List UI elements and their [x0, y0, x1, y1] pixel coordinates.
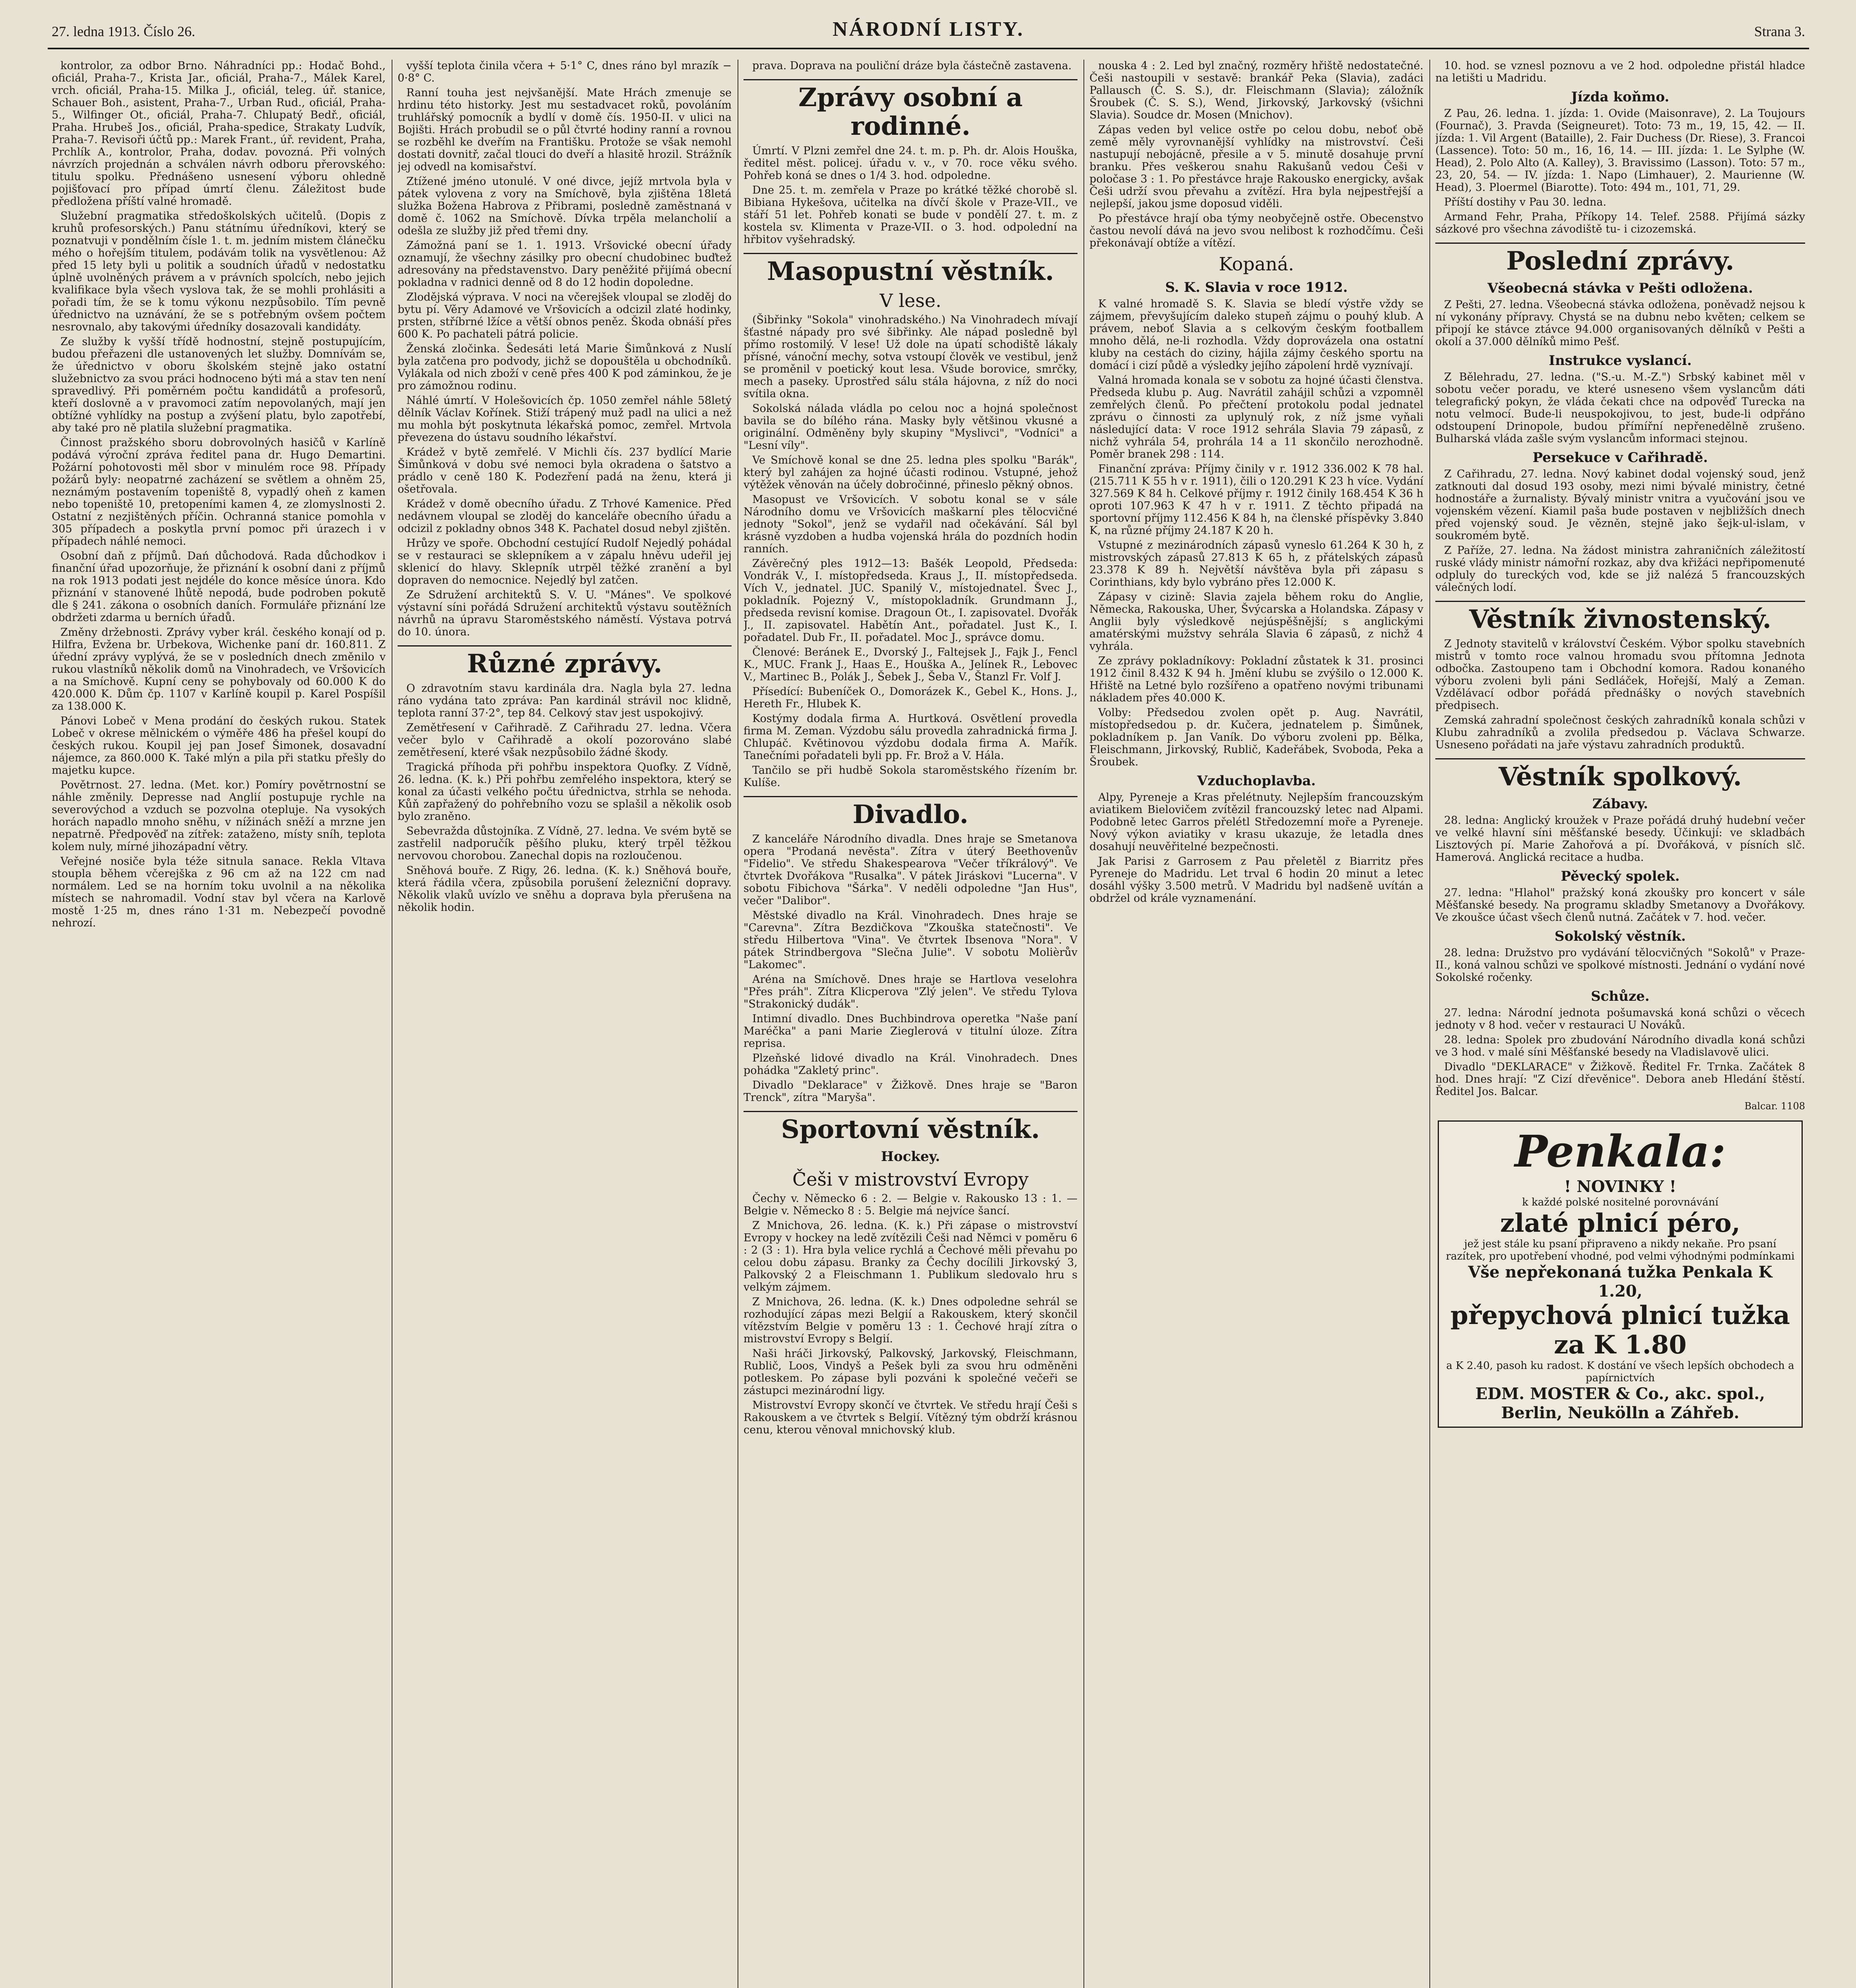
- article-paragraph: Členové: Beránek E., Dvorský J., Faltejsek J., Fajk J., Fencl K., MUC. Frank J., Haas E., Houška A., Jelínek R., Lebovec V., Martinec B., Polák J., Šebek J., Šeba V., Štanzl Fr. Volf J.: [744, 646, 1077, 683]
- subheading-persekuce: Persekuce v Cařihradě.: [1532, 450, 1708, 466]
- article-paragraph: K valné hromadě S. K. Slavia se bledí výstře vždy se zájmem, převyšujícím daleko stupeň zájmu o pouhý klub. A právem, neboť Slavia a s celkovým českým footballem mnoho dělá, ne-li rozhodla. Vždy doprovázela ona ostatní kluby na cestách do ciziny, hájila zájmy českého sportu na domácí i cizí půdě a výsledky jejího zápolení hrdě vyznívají.: [1089, 298, 1423, 372]
- penkala-logo: Penkala:: [1514, 1126, 1726, 1177]
- subheading-jizda: Jízda koňmo.: [1571, 89, 1670, 105]
- page-number: Strana 3.: [1754, 23, 1805, 39]
- subheading-hockey: Hockey.: [881, 1149, 940, 1165]
- article-paragraph: Finanční zpráva: Příjmy činily v r. 1912 336.002 K 78 hal. (215.711 K 55 h v r. 1911), čili o 120.291 K 23 h více. Vydání 327.569 K 84 h. Celkové příjmy r. 1912 činily 168.454 K 36 h oproti 107.963 K 47 h v r. 1911. Z těchto připadá na sportovní příjmy 112.456 K 84 h, na členské příspěvky 3.840 K, na různé příjmy 24.187 K 20 h.: [1089, 463, 1423, 537]
- article-paragraph: Jak Parisi z Garrosem z Pau přeletěl z Biarritz přes Pyreneje do Madridu. Let trval 6 hodin 20 minut a letec dosáhl výšky 3.500 metrů. V Madridu byl nadšeně uvítán a obdržel od krále vyznamenání.: [1089, 855, 1423, 905]
- article-paragraph: Městské divadlo na Král. Vinohradech. Dnes hraje se "Carevna". Zítra Bezdičkova "Zkouška statečnosti". Ve středu Hilbertova "Vina". Ve čtvrtek Ibsenova "Nora". V pátek Strindbergova "Slečna Julie". V sobotu Molièrův "Lakomec".: [744, 909, 1077, 971]
- section-heading-osobni: Zprávy osobní a rodinné.: [744, 79, 1077, 141]
- article-paragraph: Plzeňské lidové divadlo na Král. Vinohradech. Dnes pohádka "Zakletý princ".: [744, 1052, 1077, 1077]
- article-paragraph: Příští dostihy v Pau 30. ledna.: [1444, 196, 1607, 208]
- ad-headline: přepychová plnicí tužka za K 1.80: [1450, 1301, 1790, 1360]
- article-paragraph: Závěrečný ples 1912—13: Bašék Leopold, Předseda: Vondrák V., I. místopředseda. Kraus J., II. místopředseda. Vích V., jednatel. JUC. Spanilý V., místojednatel. Švec J., pokladník. Pojezný V., místopokladník. Grundmann J., předseda revisní komise. Dragoun Ot., I. zapisovatel. Dvořák J., II. zapisovatel. Habětín Ant., pořadatel. Just K., I. pořadatel. Dub Fr., II. pořadatel. Moc J., správce domu.: [744, 557, 1077, 644]
- article-paragraph: Úmrtí. V Plzni zemřel dne 24. t. m. p. Ph. dr. Alois Houška, ředitel měst. policej. úřadu v. v., v 70. roce věku svého. Pohřeb koná se dnes o 1/4 3. hod. odpoledne.: [744, 145, 1077, 182]
- newspaper-title: NÁRODNÍ LISTY.: [833, 18, 1024, 41]
- article-paragraph: Služební pragmatika středoškolských učitelů. (Dopis z kruhů profesorských.) Panu státnímu úředníkovi, který se poznatvuji v pondělním čísle 1. t. m. jedním mistem článečku mého o hořejším titulem, podávám tolik na vysvětlenou: Až před 15 lety byli u politik a soudních úřadů v nedostatku úplně uvolněných právem a v právních spolcích, nebo jejich kvalifikace byla všech vyslova tak, že se mohli prohlásiti a pořadi tím, že se k tomu výkonu nezpůsobilo. Tím pevně úřednictvo na uznávání, že se s potřebným ovšem počtem nesrovnalo, aby takovými úředníky dosazovali kandidáty.: [52, 210, 386, 333]
- article-paragraph: Ve Smíchově konal se dne 25. ledna ples spolku "Barák", který byl zahájen za hojné účasti rodinou. Vstupné, jehož výtěžek věnován na účely dobročinné, přineslo pěkný obnos.: [744, 454, 1077, 491]
- article-paragraph: Tragická příhoda při pohřbu inspektora Quofky. Z Vídně, 26. ledna. (K. k.) Při pohřbu zemřelého inspektora, který se konal za účasti velkého počtu úřednictva, strhla se nehoda. Kůň zapřažený do pohřebního vozu se splašil a několik osob bylo zraněno.: [398, 761, 732, 823]
- article-paragraph: Zámožná paní se 1. 1. 1913. Vršovické obecní úřady oznamují, že všechny zásilky pro obecní chudobinec buďtež adresovány na představenstvo. Dary peněžité přijímá obecní pokladna v radnici denně od 8 do 12 hodin dopoledne.: [398, 239, 732, 289]
- article-paragraph: Krádež v bytě zemřelé. V Michli čís. 237 bydlící Marie Šimůnková v ​​dobu své nemoci byla okradena o šatstvo a prádlo v ceně 180 K. Podezření padá na ženu, která ji ošetřovala.: [398, 446, 732, 495]
- article-paragraph: Ztížené jméno utonulé. V oné divce, jejíž mrtvola byla v pátek vylovena z vory na Smíchově, byla zjištěna 18letá služka Božena Habrova z Přibrami, posledně zaměstnaná v domě č. 1062 na Smíchově. Dívka trpěla melancholií a odešla ze služby již před třemi dny.: [398, 175, 732, 237]
- column-2: [398, 60, 732, 1988]
- article-paragraph: Zápas veden byl velice ostře po celou dobu, neboť obě země měly vyrovnanější vyhlídky na mistrovství. Češi nastupují nebojácně, přesile a v 5. minutě dosahuje první branku. Přes veškerou snahu Rakušanů vedou Češi v poločase 3 : 1. Po přestávce hraje Rakousko energicky, avšak Češi udrží svou převahu a zvítězí. Hra byla nejpestřejší a nejlepší, jakou jsme doposud viděli.: [1089, 124, 1423, 210]
- article-paragraph: Činnost pražského sboru dobrovolných hasičů v Karlíně podává výroční zpráva ředitel pana dr. Hugo Demartini. Požární pohotovosti měl sbor v minulém roce 98. Případy požárů byly: neopatrné zacházení se světlem a ohněm 25, neznámým postavením topeniště 8, vypadlý oheň z kamen nebo topeniště 10, pretopeními kamen 4, ze zlomyslnosti 2. Ostatní z nezjištěných příčin. Ochranná stanice pomohla v 305 případech a poskytla první pomoc při úrazech i v případech náhlé nemoci.: [52, 437, 386, 547]
- article-paragraph: O zdravotním stavu kardinála dra. Nagla byla 27. ledna ráno vydána tato zpráva: Pan kardinál strávil noc klidně, teplota ranní 37·2°, tep 84. Celkový stav jest uspokojivý.: [398, 682, 732, 719]
- article-paragraph: Zemská zahradní společnost českých zahradníků konala schůzi v Klubu zahradníků a zvolila předsedou p. Václava Schwarze. Usneseno pořádati na jaře výstavu zahradních produktů.: [1435, 714, 1805, 751]
- masthead: [48, 16, 1809, 49]
- article-paragraph: Dne 25. t. m. zemřela v Praze po krátké těžké chorobě sl. Bibiana Hykešova, učitelka na dívčí škole v Praze-VII., ve stáří 51 let. Pohřeb konati se bude v pondělí 27. t. m. z kostela sv. Klimenta v Praze-VII. o 3. hod. odpolední na hřbitov vyšehradský.: [744, 184, 1077, 246]
- ad-line: Vše nepřekonaná tužka Penkala K 1.20,: [1468, 1263, 1773, 1301]
- article-paragraph: prava. Doprava na pouliční dráze byla částečně zastavena.: [752, 60, 1072, 72]
- article-paragraph: Alpy, Pyreneje a Kras přelétnuty. Nejlepším francouzským aviatikem Bielovičem zvítězil francouzský letec nad Alpami. Podobně letec Garros přelétl Středozemní moře a Pyreneje. Nový výkon aviatiky v krasu ukazuje, že letadla dnes dosahují neuvěřitelné bezpečnosti.: [1089, 791, 1423, 853]
- article-paragraph: 28. ledna: Anglický kroužek v Praze pořádá druhý hudební večer ve velké hlavní síni měšťanské besedy. Účinkují: ve skladbách Lisztových pí. Marie Zahořová a pí. Dvořáková, v písních slč. Hamerová. Anglická recitace a hudba.: [1435, 814, 1805, 864]
- article-paragraph: Ze Sdružení architektů S. V. U. "Mánes". Ve spolkové výstavní síni pořádá Sdružení architektů výstavu soutěžních návrhů na úpravu Staroměstského náměstí. Výstava potrvá do 10. února.: [398, 589, 732, 638]
- subheading-pevecky: Pěvecký spolek.: [1561, 868, 1680, 884]
- article-paragraph: Z Cařihradu, 27. ledna. Nový kabinet dodal vojenský soud, jenž zatknouti dal dosud 193 osoby, mezi nimi bývalé ministry, četné hodnostáře a žurnalisty. Bývalý ministr vnitra a vyučování jsou ve vojenském vězení. Kiamil paša bude postaven v nejbližších dnech před vojenský soud. Je vězněn, stejně jako šejk-ul-islam, v soukromém bytě.: [1435, 468, 1805, 542]
- article-paragraph: Z kanceláře Národního divadla. Dnes hraje se Smetanova opera "Prodaná nevěsta". Zítra v úterý Beethovenův "Fidelio". Ve středu Shakespearova "Večer tříkrálový". Ve čtvrtek Dvořákova "Rusalka". V pátek Jiráskovi "Lucerna". V sobotu Fibichova "Šárka". V neděli odpoledne "Jan Hus", večer "Dalibor".: [744, 833, 1077, 907]
- article-paragraph: Náhlé úmrtí. V Holešovicích čp. 1050 zemřel náhle 58letý dělník Václav Kořínek. Stiží trápený muž padl na ulici a než mu mohla být poskytnuta lékařská pomoc, zemřel. Mrtvola převezena do ústavu soudního lékařství.: [398, 394, 732, 444]
- article-paragraph: Z Pau, 26. ledna. 1. jízda: 1. Ovide (Maisonrave), 2. La Toujours (Fournač), 3. Pravda (Seigneuret). Toto: 73 m., 19, 15, 42. — II. jízda: 1. Vil Argent (Bataille), 2. Fair Duchess (Dr. Riese), 3. Francoi (Lassence). Toto: 50 m., 16, 16, 14. — III. jízda: 1. Le Sylphe (W. Head), 2. Polo Alto (A. Kalley), 3. Bravissimo (Lasson). Toto: 57 m., 23, 20, 54. — IV. jízda: 1. Napo (Limhauer), 2. Maurienne (W. Head), 3. Ploermel (Biarotte). Toto: 494 m., 101, 71, 29.: [1435, 107, 1805, 194]
- article-paragraph: Osobní daň z příjmů. Dań důchodová. Rada důchodkov i finanční úřad upozorňuje, že přiznání k osobní dani z příjmů na rok 1913 podati jest nejdéle do konce měsíce února. Kdo přiznání v stanovené lhůtě nepodá, bude podroben pokutě dle § 241. zákona o osobních daních. Formuláře přiznání lze obdržeti zdarma u berních úřadů.: [52, 550, 386, 624]
- article-paragraph: Sokolská nálada vládla po celou noc a hojná společnost bavila se do bílého rána. Masky byly většinou vkusné a originální. Odměněny byly skupiny "Myslivci", "Vodníci" a "Lesní víly".: [744, 402, 1077, 452]
- subheading-vzduchoplavba: Vzduchoplavba.: [1197, 773, 1316, 789]
- article-paragraph: Intimní divadlo. Dnes Buchbindrova operetka "Naše paní Maréčka" a pani Marie Zieglerová v titulní úloze. Zítra reprisa.: [744, 1013, 1077, 1050]
- article-paragraph: Vstupné z mezinárodních zápasů vyneslo 61.264 K 30 h, z mistrovských zápasů 27.813 K 65 h, z přátelských zápasů 23.378 K 89 h. Největší návštěva byla při zápasu s Corinthians, kdy bylo vybráno přes 12.000 K.: [1089, 539, 1423, 588]
- ad-company: EDM. MOSTER & Co., akc. spol., Berlin, Neukölln a Záhřeb.: [1475, 1384, 1765, 1422]
- article-paragraph: kontrolor, za odbor Brno. Náhradníci pp.: Hodač Bohd., oficiál, Praha-7., Krista Jar., oficiál, Praha-7., Málek Karel, vrch. oficiál, Praha-15. Milka J., oficiál, teleg. úř. stanice, Schauer Boh., asistent, Praha-7., Urban Rud., oficiál, Praha-5., Wilfinger Ot., oficiál, Praha-7. Chlupatý Bedř., oficiál, Praha. Hrubeš Jos., oficiál, Praha-spedice, Strakaty Ludvík, Praha-7. Revisoři účtů pp.: Marek Frant., úř. revident, Praha, Prchlík A., kontrolor, Praha, dodav. povozná. Při volných návrzích projednán a schválen návrh odboru přerovského: titulu spolku. Přednášeno usnesení výboru ohledně pojišťovací pro případ úmrtí členu. Záležitost bude předložena příští valné hromadě.: [52, 60, 386, 208]
- section-heading-ruzne: Různé zprávy.: [398, 645, 732, 678]
- article-paragraph: Ženská zločinka. Šedesáti letá Marie Šimůnková z Nuslí byla zatčena pro podvody, jichž se dopouštěla u obchodníků. Vylákala od nich zboží v ceně přes 400 K pod záminkou, že je pro zámožnou rodinu.: [398, 343, 732, 392]
- article-paragraph: 27. ledna: Národní jednota pošumavská koná schůzi o věcech jednoty v 8 hod. večer v restauraci U Nováků.: [1435, 1007, 1805, 1031]
- article-paragraph: Z Mnichova, 26. ledna. (K. k.) Dnes odpoledne sehrál se rozhodující zápas mezi Belgií a Rakouskem, který skončil vítězstvím Belgie v poměru 13 : 1. Čechové hrají zítra o mistrovství Evropy s Belgií.: [744, 1296, 1077, 1345]
- article-paragraph: Změny držebnosti. Zprávy vyber král. českého konají od p. Hilfra, Evžena br. Urbekova, Wichenke paní dr. 160.811. Z úřední zprávy vyplývá, že se v posledních dnech změnilo v rukou vlastníků několik domů na Vinohradech, ve Vršovicích a na Smíchově. Kupní ceny se pohybovaly od 60.000 K do 420.000 K. Dům čp. 1107 v Karlíně koupil p. Karel Pospíšil za 138.000 K.: [52, 626, 386, 712]
- article-paragraph: 10. hod. se vznesl poznovu a ve 2 hod. odpoledne přistál hladce na letišti u Madridu.: [1435, 60, 1805, 84]
- column-1: [52, 60, 386, 1988]
- article-paragraph: Ranní touha jest nejvšanější. Mate Hrách zmenuje se hrdinu této historky. Jest mu sestadvacet roků, povoláním truhlářský pomocník a bydlí v domě čís. 1950-II. v ulici na Bojišti. Hrách probudil se o půl čtvrté hodiny ranní a rovnou se rozběhl ke dveřím na Františku. Protože se však nemohl dostati dovnitř, začal tlouci do dveří a hlasitě hrozil. Strážník jej odvedl na komisařství.: [398, 87, 732, 173]
- article-paragraph: Zápasy v cizině: Slavia zajela během roku do Anglie, Německa, Rakouska, Uher, Švýcarska a Holandska. Zápasy v Anglii byly výsledkově nejúspěšnější; s anglickými amatérskými mužstvy sehrála Slavia 6 zápasů, z nichž 4 vyhrála.: [1089, 591, 1423, 652]
- article-paragraph: Armand Fehr, Praha, Příkopy 14. Telef. 2588. Přijímá sázky sázkové pro všechna závodiště tu- i cizozemská.: [1435, 211, 1805, 235]
- section-heading-divadlo: Divadlo.: [744, 796, 1077, 829]
- article-paragraph: Z Mnichova, 26. ledna. (K. k.) Při zápase o mistrovství Evropy v hockey na ledě zvítězili Češi nad Němci v poměru 6 : 2 (3 : 1). Hra byla velice rychlá a Čechové měli převahu po celou dobu zápasu. Branky za Čechy docílili Jirkovský 3, Palkovský 2 a Fleischmann 1. Publikum sledovalo hru s velkým zájmem.: [744, 1219, 1077, 1293]
- article-paragraph: Mistrovství Evropy skončí ve čtvrtek. Ve středu hrají Češi s Rakouskem a ve čtvrtek s Belgií. Vítězný tým obdrží krásnou cenu, kterou věnoval mnichovský klub.: [744, 1399, 1077, 1436]
- article-paragraph: Zlodějská výprava. V noci na včerejšek vloupal se zloděj do bytu pí. Věry Adamové ve Vršovicích a odcizil zlaté hodinky, prsten, stříbrné lžíce a větší obnos peněz. Škoda obnáší přes 600 K. Po pachateli pátrá policie.: [398, 291, 732, 340]
- article-paragraph: Sebevražda důstojníka. Z Vídně, 27. ledna. Ve svém bytě se zastřelil nadporučík pěšího pluku, který trpěl těžkou nervovou chorobou. Zanechal dopis na rozloučenou.: [398, 825, 732, 862]
- article-paragraph: nouska 4 : 2. Led byl značný, rozměry hřiště nedostatečné. Češi nastoupili v sestavě: brankář Peka (Slavia), zadáci Pallausch (Č. S. S.), dr. Fleischmann (Slavia); záložník Šroubek (Č. S. S.), Wend, Jirkovský, Jarkovský (všichni Slavia). Soudce dr. Mosen (Mnichov).: [1089, 60, 1423, 121]
- issue-date: 27. ledna 1913. Číslo 26.: [52, 23, 195, 39]
- ad-line: ! NOVINKY !: [1564, 1177, 1677, 1196]
- signature-note: Balcar. 1108: [1744, 1101, 1805, 1112]
- ad-line: k každé polské nositelné porovnávání: [1522, 1196, 1718, 1208]
- article-paragraph: Veřejné nosiče byla téže sitnula sanace. Rekla Vltava stoupla během včerejška z 96 cm až na 122 cm nad normálem. Led se na horním toku uvolnil a na několika místech se nahromadil. Vodní stav byl včera na Karlově mostě 1·25 m, dnes ráno 1·31 m. Nebezpečí povodně nehrozí.: [52, 855, 386, 929]
- subheading-kopana: Kopaná.: [1219, 253, 1294, 275]
- article-paragraph: Z Pešti, 27. ledna. Všeobecná stávka odložena, poněvadž nejsou k ní vykonány přípravy. Chystá se na dubnu nebo květen; celkem se připojí ke stávce ztávce 94.000 organisovaných dělníků v Pešti a okolí a 37.000 dělníků mimo Pešť.: [1435, 299, 1805, 348]
- article-paragraph: Z Paříže, 27. ledna. Na žádost ministra zahraničních záležitostí ruské vlády ministr námořní rozkaz, aby dva křižáci nepřipomenuté odpluly do tureckých vod, kde se již nalézá 5 francouzských válečných lodí.: [1435, 544, 1805, 594]
- article-paragraph: Zemětřesení v Cařihradě. Z Cařihradu 27. ledna. Včera večer bylo v Cařihradě a okolí pozorováno slabé zemětřesení, které však nezpůsobilo žádné škody.: [398, 722, 732, 759]
- column-4: [1089, 60, 1423, 1988]
- ad-headline: zlaté plnicí péro,: [1500, 1208, 1741, 1238]
- article-paragraph: Ze zprávy pokladníkovy: Pokladní zůstatek k 31. prosinci 1912 činil 8.432 K 94 h. Jmění klubu se zvýšilo o 12.000 K. Hřiště na Letné bylo rozšířeno a opatřeno novými tribunami nákladem přes 40.000 K.: [1089, 655, 1423, 704]
- column-5: [1435, 60, 1805, 1988]
- subheading-sokolsky: Sokolský věstník.: [1555, 928, 1686, 944]
- article-paragraph: Čechy v. Německo 6 : 2. — Belgie v. Rakousko 13 : 1. — Belgie v. Německo 8 : 5. Belgie má nejvíce šancí.: [744, 1192, 1077, 1217]
- column-rule: [1429, 60, 1430, 1988]
- ad-line: a K 2.40, pasoh ku radost. K dostání ve všech lepších obchodech a papírnictvích: [1446, 1360, 1794, 1384]
- article-paragraph: Povětrnost. 27. ledna. (Met. kor.) Pomíry povětrnostní se náhle změnily. Depresse nad Anglií postupuje rychle na severovýchod a vzduch se pozvolna otepluje. Na vysokých horách napadlo mnoho sněhu, v nížinách sněží a mrzne jen nepatrně. Předpověď na zítřek: zataženo, místy sníh, teplota kolem nuly, mírné jihozápadní větry.: [52, 779, 386, 853]
- article-paragraph: Volby: Předsedou zvolen opět p. Aug. Navrátil, místopředsedou p. dr. Kučera, jednatelem p. Šimůnek, pokladníkem p. Jan Vaník. Do výboru zvoleni pp. Bělka, Fleischmann, Jirkovský, Rublič, Kadeřábek, Svoboda, Peka a Šroubek.: [1089, 707, 1423, 768]
- article-paragraph: Divadlo "Deklarace" v Žižkově. Dnes hraje se "Baron Trenck", zítra "Maryša".: [744, 1079, 1077, 1104]
- article-paragraph: Masopust ve Vršovicích. V sobotu konal se v sále Národního domu ve Vršovicích maškarní ples tělocvičné jednoty "Sokol", jenž se vydařil nad očekávání. Sál byl krásně vyzdoben a hudba vojenská hrála do pozdních hodin ranních.: [744, 493, 1077, 555]
- subheading-zabavy: Zábavy.: [1592, 796, 1648, 812]
- column-3: [744, 60, 1077, 1988]
- section-heading-masopust: Masopustní věstník.: [744, 253, 1077, 286]
- section-heading-posledni: Poslední zprávy.: [1435, 243, 1805, 276]
- article-paragraph: Tančilo se při hudbě Sokola staroměstského řízením br. Kulíše.: [744, 764, 1077, 789]
- article-paragraph: (Šibřinky "Sokola" vinohradského.) Na Vinohradech mívají šťastné nápady pro své šibřinky. Ale nápad posledně byl přímo rostomilý. V lese! Už dole na úpatí schodiště lákaly přísné, vánoční mechy, sotva vstoupí člověk ve vestibul, jenž se proměnil v poetický kout lesa. Všude borovice, smrčky, mech a paseky. Uprostřed sálu stála hájovna, z níž do noci svítila okna.: [744, 314, 1077, 400]
- article-paragraph: Kostýmy dodala firma A. Hurtková. Osvětlení provedla firma M. Zeman. Výzdobu sálu provedla zahradnická firma J. Chlupáč. Květinovou výzdobu dodala firma A. Mařík. Tanečními pořadateli byli pp. Fr. Brož a V. Hála.: [744, 712, 1077, 762]
- article-paragraph: Ze služby k vyšší třídě hodnostní, stejně postupujícím, budou přeřazeni dle ustanovených let služby. Domnívám se, že úřednictvo v oboru školském stejně jako ostatní služebnictvo za svou práci hodnoceno býti má a stav ten není spravedlivý. Při poměrném počtu kandidátů a profesorů, kteří doslovně a v pravomoci zatím nepovolaných, mají jen obtížné vyhlídky na postup a zvýšení platu, bylo zapotřebí, aby také pro ně platila služební pragmatika.: [52, 336, 386, 434]
- ad-line: jež jest stále ku psaní připraveno a nikdy nekaňe. Pro psaní razítek, pro upotřebení vhodné, pod velmi výhodnými podmínkami: [1446, 1238, 1795, 1262]
- article-paragraph: Sněhová bouře. Z Rigy, 26. ledna. (K. k.) Sněhová bouře, která řádila včera, způsobila porušení železniční dopravy. Několik vlaků uvízlo ve sněhu a doprava byla přerušena na několik hodin.: [398, 864, 732, 914]
- article-paragraph: 28. ledna: Spolek pro zbudování Národního divadla koná schůzi ve 3 hod. v malé síni Měšťanské besedy na Vladislavově ulici.: [1435, 1034, 1805, 1058]
- article-paragraph: Naši hráči Jirkovský, Palkovský, Jarkovský, Fleischmann, Rublič, Loos, Vindyš a Pešek byli za svou hru odměněni potleskem. Po zápase byli pozváni k společné večeři se zástupci mezinárodní ligy.: [744, 1347, 1077, 1397]
- article-paragraph: 28. ledna: Družstvo pro vydávání tělocvičných "Sokolů" v Praze-II., koná valnou schůzi ve spolkové místnosti. Jednání o vydání nové Sokolské ročenky.: [1435, 947, 1805, 984]
- subheading-v-lese: V lese.: [879, 290, 942, 311]
- article-paragraph: Pánovi Lobeč v Mena prodání do českých rukou. Statek Lobeč v okrese mělnickém o výměře 486 ha přešel koupí do českých rukou. Koupil jej pan Josef Šimonek, dosavadní nájemce, za 860.000 K. Také mlýn a pila při statku přešly do majetku kupce.: [52, 715, 386, 777]
- article-paragraph: Aréna na Smíchově. Dnes hraje se Hartlova veselohra "Přes práh". Zítra Klicperova "Zlý jelen". Ve středu Tylova "Strakonický dudák".: [744, 973, 1077, 1010]
- subheading-stavka: Všeobecná stávka v Pešti odložena.: [1487, 280, 1753, 296]
- section-heading-sport: Sportovní věstník.: [744, 1111, 1077, 1144]
- article-paragraph: Přísedící: Bubeníček O., Domorázek K., Gebel K., Hons. J., Hereth Fr., Hlubek K.: [744, 685, 1077, 710]
- section-heading-zivnostensky: Věstník živnostenský.: [1435, 601, 1805, 634]
- article-paragraph: Hrůzy ve spoře. Obchodní cestující Rudolf Nejedlý pohádal se v restauraci se sklepníkem a v zápalu hněvu udeřil jej sklenicí do hlavy. Sklepník utrpěl těžké zranění a byl dopraven do nemocnice. Nejedlý byl zatčen.: [398, 537, 732, 586]
- column-rule: [1083, 60, 1084, 1988]
- subheading-schuze: Schůze.: [1591, 988, 1650, 1004]
- article-paragraph: 27. ledna: "Hlahol" pražský koná zkoušky pro koncert v sále Měšťanské besedy. Na programu skladby Smetanovy a Dvořákovy. Ve zkoušce účast všech členů nutná. Začátek v 7. hod. večer.: [1435, 887, 1805, 924]
- article-paragraph: Z Jednoty stavitelů v království Českém. Výbor spolku stavebních mistrů v tomto roce valnou hromadu svou přítomna Jednota odbočka. Zastoupeno tam i Obchodní komora. Radou konaného výboru zvoleni byli páni Sedláček, Hořejší, Malý a Zeman. Vzdělávací odbor pořádá přednášky o nových stavebních předpisech.: [1435, 638, 1805, 712]
- subheading-instrukce: Instrukce vyslancí.: [1549, 353, 1692, 369]
- article-paragraph: Po přestávce hrají oba týmy neobyčejně ostře. Obecenstvo častou nevolí dává na jevo svou nelibost k rozhodčímu. Češi překonávají obtíže a vítězí.: [1089, 212, 1423, 249]
- article-paragraph: Krádež v domě obecního úřadu. Z Trhové Kamenice. Před nedávnem vloupal se zloděj do kanceláře obecního úřadu a odcizil z pokladny obnos 348 K. Pachatel dosud nebyl zjištěn.: [398, 498, 732, 535]
- article-paragraph: Valná hromada konala se v sobotu za hojné účasti členstva. Předseda klubu p. Aug. Navrátil zahájil schůzi a vzpomněl zemřelých členů. Po přečtení protokolu podal jednatel zprávu o činnosti za uplynulý rok, z níž jsme vyňali následující data: V roce 1912 sehrála Slavia 79 zápasů, z nichž vyhrála 54, prohrála 14 a 11 skončilo nerozhodně. Poměr branek 298 : 114.: [1089, 374, 1423, 460]
- article-paragraph: Divadlo "DEKLARACE" v Žižkově. Ředitel Fr. Trnka. Začátek 8 hod. Dnes hrají: "Z Cizí dřevěnice". Debora aneb Hledání štěstí. Ředitel Jos. Balcar.: [1435, 1061, 1805, 1098]
- subheading-slavia: S. K. Slavia v roce 1912.: [1165, 280, 1348, 295]
- subheading-cesi: Češi v mistrovství Evropy: [792, 1169, 1029, 1190]
- article-paragraph: vyšší teplota činila včera + 5·1° C, dnes ráno byl mrazík − 0·8° C.: [398, 60, 732, 84]
- section-heading-spolkovy: Věstník spolkový.: [1435, 758, 1805, 791]
- article-paragraph: Z Bělehradu, 27. ledna. ("S.-u. M.-Z.") Srbský kabinet měl v sobotu večer poradu, ve které usneseno všem vyslancům dáti telegrafický pokyn, že vláda čekati chce na odpověď Turecka na notu velmocí. Bude-li neuspokojivou, to jest, bude-li odpřáno odstoupení Drinopole, budou přímířní nepřenedělně zrušeno. Bulharská vláda zašle svým vyslancům informaci stejnou.: [1435, 371, 1805, 445]
- penkala-advertisement: [1438, 1120, 1803, 1428]
